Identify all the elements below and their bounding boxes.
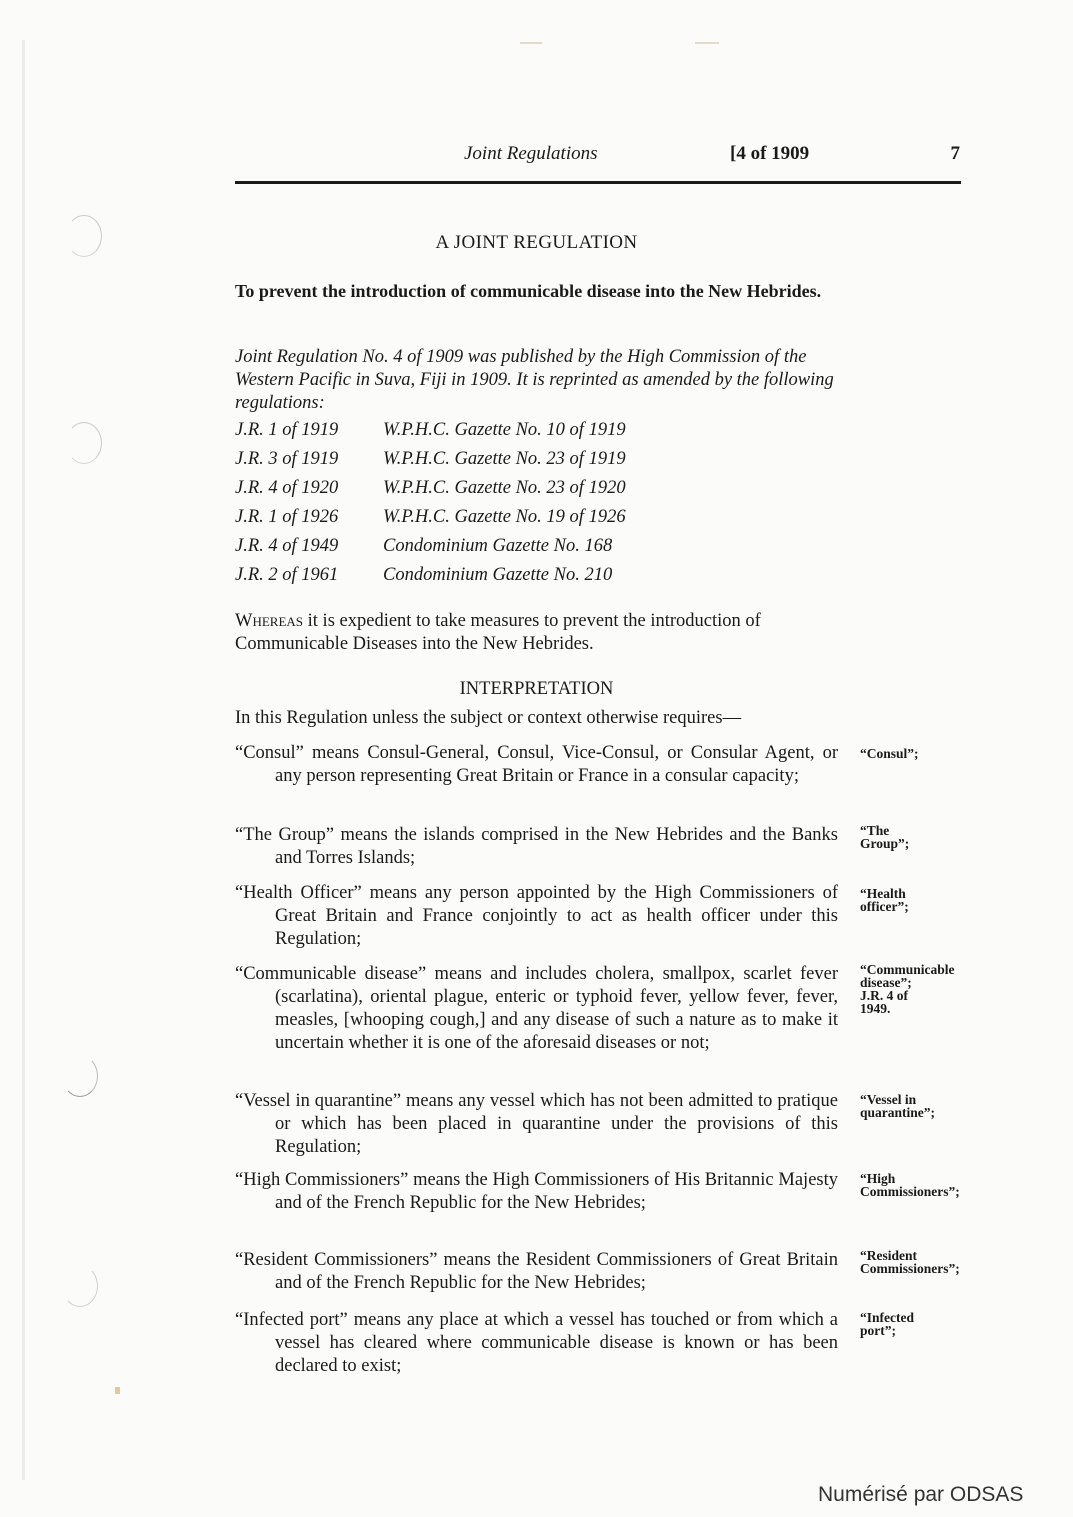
margin-note-health-officer: “Health officer”; bbox=[860, 886, 909, 914]
punch-hole bbox=[62, 1265, 98, 1307]
margin-note-infected-port: “Infected port”; bbox=[860, 1310, 914, 1338]
margin-note-resident-commissioners: “Resident Commissioners”; bbox=[860, 1248, 960, 1276]
amendment-jr: J.R. 3 of 1919 bbox=[235, 449, 339, 469]
binding-edge bbox=[22, 40, 25, 1480]
amendment-gazette: W.P.H.C. Gazette No. 10 of 1919 bbox=[383, 420, 626, 440]
interpretation-heading: INTERPRETATION bbox=[459, 679, 614, 699]
amendment-gazette: W.P.H.C. Gazette No. 23 of 1919 bbox=[383, 449, 626, 469]
header-rule bbox=[235, 181, 961, 184]
whereas-lead: Whereas bbox=[235, 611, 304, 631]
amendment-jr: J.R. 1 of 1926 bbox=[235, 507, 339, 527]
amendment-gazette: Condominium Gazette No. 210 bbox=[383, 565, 613, 585]
whereas-text: it is expedient to take measures to prevent the introduction of Communicable Diseases into the New Hebrides. bbox=[235, 611, 761, 654]
regulation-title: A JOINT REGULATION bbox=[435, 232, 638, 253]
punch-hole bbox=[66, 422, 102, 464]
amendments-list bbox=[235, 420, 838, 594]
amendment-jr: J.R. 1 of 1919 bbox=[235, 420, 339, 440]
interpretation-intro: In this Regulation unless the subject or context otherwise requires— bbox=[235, 708, 742, 728]
amendment-jr: J.R. 2 of 1961 bbox=[235, 565, 339, 585]
definition-the-group: “The Group” means the islands comprised in the New Hebrides and the Banks and Torres Islands; bbox=[235, 825, 838, 868]
whereas-clause bbox=[235, 610, 838, 656]
amendment-row bbox=[235, 536, 838, 565]
margin-note-high-commissioners: “High Commissioners”; bbox=[860, 1171, 960, 1199]
header-title: Joint Regulations bbox=[464, 143, 598, 164]
running-header bbox=[235, 143, 960, 173]
punch-hole bbox=[66, 215, 102, 257]
margin-note-the-group: “The Group”; bbox=[860, 823, 910, 851]
definition-resident-commissioners: “Resident Commissioners” means the Resident Commissioners of Great Britain and of the French Republic for the New Hebrides; bbox=[235, 1250, 838, 1293]
definition-vessel-in-quarantine: “Vessel in quarantine” means any vessel which has not been admitted to pratique or which has been placed in quarantine under the provisions of this Regulation; bbox=[235, 1091, 838, 1157]
amendment-row bbox=[235, 420, 838, 449]
scan-artifact bbox=[695, 42, 719, 44]
definition-infected-port: “Infected port” means any place at which a vessel has touched or from which a vessel has cleared where communicable disease is known or has been declared to exist; bbox=[235, 1310, 838, 1376]
page-number: 7 bbox=[950, 143, 960, 164]
amendment-jr: J.R. 4 of 1920 bbox=[235, 478, 339, 498]
scan-artifact bbox=[520, 42, 542, 44]
punch-hole bbox=[62, 1055, 98, 1097]
definition-health-officer: “Health Officer” means any person appointed by the High Commissioners of Great Britain and France conjointly to act as health officer under this Regulation; bbox=[235, 883, 838, 949]
margin-note-consul: “Consul”; bbox=[860, 746, 919, 761]
digitization-stamp: Numérisé par ODSAS bbox=[818, 1483, 1024, 1506]
amendment-row bbox=[235, 565, 838, 594]
amendment-jr: J.R. 4 of 1949 bbox=[235, 536, 339, 556]
definition-communicable-disease: “Communicable disease” means and includes cholera, smallpox, scarlet fever (scarlatina), oriental plague, enteric or typhoid fever, yellow fever, fever, measles, [whooping cough,] and any disease of such a nature as to make it uncertain whether it is one of the aforesaid diseases or not; bbox=[235, 964, 838, 1053]
amendment-gazette: W.P.H.C. Gazette No. 19 of 1926 bbox=[383, 507, 626, 527]
amendment-row bbox=[235, 478, 838, 507]
publication-note: Joint Regulation No. 4 of 1909 was published by the High Commission of the Western Pacific in Suva, Fiji in 1909. It is reprinted as amended by the following regulations: bbox=[235, 347, 834, 413]
definition-high-commissioners: “High Commissioners” means the High Commissioners of His Britannic Majesty and of the French Republic for the New Hebrides; bbox=[235, 1170, 838, 1213]
scan-speck bbox=[115, 1387, 120, 1394]
regulation-purpose: To prevent the introduction of communicable disease into the New Hebrides. bbox=[235, 281, 822, 301]
amendment-gazette: Condominium Gazette No. 168 bbox=[383, 536, 613, 556]
margin-note-communicable-disease: “Communicable disease”; J.R. 4 of 1949. bbox=[860, 962, 955, 1016]
header-regulation-number: [4 of 1909 bbox=[730, 143, 810, 164]
amendment-row bbox=[235, 507, 838, 536]
margin-note-vessel-in-quarantine: “Vessel in quarantine”; bbox=[860, 1092, 936, 1120]
definition-consul: “Consul” means Consul-General, Consul, Vice-Consul, or Consular Agent, or any person representing Great Britain or France in a consular capacity; bbox=[235, 743, 838, 786]
amendment-gazette: W.P.H.C. Gazette No. 23 of 1920 bbox=[383, 478, 626, 498]
amendment-row bbox=[235, 449, 838, 478]
